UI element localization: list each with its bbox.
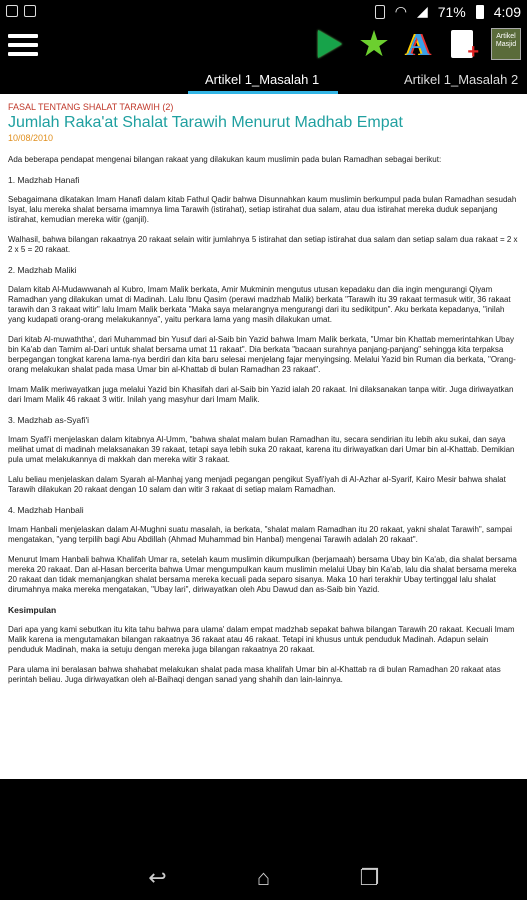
book-icon[interactable]: Artikel Masjid [489,27,523,61]
tab-masalah-2[interactable]: Artikel 1_Masalah 2 [404,72,519,87]
home-icon[interactable]: ⌂ [256,865,271,890]
image-notification-icon [6,5,18,17]
tab-masalah-1[interactable]: Artikel 1_Masalah 1 [205,72,320,87]
article-paragraph: Imam Syafi'i menjelaskan dalam kitabnya Al-Umm, "bahwa shalat malam bulan Ramadhan itu, secara sendirian itu lebih aku sukai, dan saya melihat umat di madinah melaksanakan 39 rakaat, tetapi saya lebih suka 20 rakaat, karena itu diriwayatkan dari Umar bin al-Khattab. Demikian pula umat melakukannya di makkah dan mereka witir 3 rakaat. [8,435,515,464]
article-category: FASAL TENTANG SHALAT TARAWIH (2) [8,102,174,112]
vibrate-icon [375,5,385,19]
play-store-icon[interactable] [313,27,347,61]
article-paragraph: Menurut Imam Hanbali bahwa Khalifah Umar ra, setelah kaum muslimin dikumpulkan (berjamaah) bersama Ubay bin Ka'ab, dia shalat bersama mereka 20 rakaat. Dan al-Hasan bercerita bahwa Umar mengumpulkan kaum muslimin melalui Ubay bin Ka'ab, lalu dia shalat bersama mereka 20 rakaat dan tidak memanjangkan shalat bersama mereka kecuali pada separo sisanya. Maka 10 hari terakhir Ubay tertinggal lalu shalat dirumahnya maka mereka mengatakan, "Ubay lari", diriwayatkan oleh Abu Dawud dan as-Saib bin Yazid. [8,555,517,594]
navigation-bar [0,856,527,900]
article-paragraph: Lalu beliau menjelaskan dalam Syarah al-Manhaj yang menjadi pegangan pengikut Syafi'iyah di Al-Azhar al-Syarif, Kairo Mesir bahwa shalat Tarawih dilakukan 20 rakaat dengan 10 salam dan witir 3 rakaat di setiap malam Ramadhan. [8,475,506,494]
tab-strip [0,66,527,94]
wifi-icon: ◠ [394,3,407,19]
signal-icon: ◢ [416,3,428,19]
star-icon[interactable]: ★ [357,23,391,64]
article-paragraph: Sebagaimana dikatakan Imam Hanafi dalam kitab Fathul Qadir bahwa Disunnahkan kaum muslimin berkumpul pada bulan Ramadhan sesudah Isyat, lalu mereka shalat bersama imamnya lima Tarawih (istirahat), setiap istirahat dua salam, atau dua istirahat mereka duduk sepanjang istirahat, kemudian mereka witir (ganjil). [8,195,517,224]
article-paragraph: Ada beberapa pendapat mengenai bilangan rakaat yang dilakukan kaum muslimin pada bulan Ramadhan sebagai berikut: [8,155,442,164]
article-paragraph: Imam Hanbali menjelaskan dalam Al-Mughni suatu masalah, ia berkata, "shalat malam Ramadhan itu 20 rakaat, yakni shalat Tarawih", sampai mengatakan, "yang terpilih bagi Abu Abdillah (Ahmad Muhammad bin Hanbal) mengenai Tarawih adalah 20 rakaat". [8,525,513,544]
article-body [8,155,519,685]
article-heading: 2. Madzhab Maliki [8,265,77,275]
battery-percent: 71% [437,3,466,20]
battery-icon [476,5,484,19]
article-paragraph: Imam Malik meriwayatkan juga melalui Yazid bin Khasifah dari al-Saib bin Yazid ialah 20 rakaat. Ini dilaksanakan tanpa witir. Juga diriwayatkan dari Imam Malik 46 rakaat 3 witir. Inilah yang masyhur dari Imam Malik. [8,385,514,404]
article-content[interactable] [0,94,527,779]
back-icon[interactable]: ↩ [148,865,167,890]
article-paragraph: Walhasil, bahwa bilangan rakaatnya 20 rakaat selain witir jumlahnya 5 istirahat dan setiap istirahat dua salam dan setiap salam dua rakaat = 2 x 2 x 5 = 20 rakaat. [8,235,518,254]
font-size-icon[interactable]: A [406,25,430,62]
add-document-icon[interactable] [445,27,479,61]
article-paragraph: Dari apa yang kami sebutkan itu kita tahu bahwa para ulama' dalam empat madzhab sepakat bahwa bilangan Tarawih 20 rakaat. Kecuali Imam Malik karena ia mengutamakan bilangan rakaatnya 36 rakaat atau 46 rakaat. Tetapi ini khusus untuk penduduk Madinah. Adapun selain penduduk Madinah, maka ia setuju dengan mereka juga bilangan rakaatnya 20 rakaat. [8,625,515,654]
clock: 4:09 [493,3,521,20]
recents-icon[interactable]: ❐ [359,865,380,890]
article-title: Jumlah Raka'at Shalat Tarawih Menurut Madhab Empat [8,114,403,131]
article-heading: 3. Madzhab as-Syafi'i [8,415,89,425]
status-bar [0,0,527,24]
app-toolbar [0,24,527,66]
article-date: 10/08/2010 [8,133,54,143]
article-paragraph: Dari kitab Al-muwaththa', dari Muhammad bin Yusuf dari al-Saib bin Yazid bahwa Imam Malik berkata, "Umar bin Khattab memerintahkan Ubay bin Ka'ab dan Tamim al-Dari untuk shalat bersama umat 11 rakaat". Dia berkata "bacaan surahnya panjang-panjang" sehingga kita terpaksa berpegangan tongkat karena lama-nya berdiri dan kita baru selesai menjelang fajar menyingsing. Melalui Yazid bin Ruman dia berkata, "Orang-orang melakukan shalat pada masa Umar bin al-Khattab di bulan Ramadhan 23 rakaat". [8,335,516,374]
article-paragraph: Para ulama ini beralasan bahwa shahabat melakukan shalat pada masa khalifah Umar bin al-Khattab ra di bulan Ramadhan 20 rakaat atas perintah beliau. Juga diriwayatkan oleh al-Baihaqi dengan sanad yang shahih dan lain-lainnya. [8,665,501,684]
article-heading: 4. Madzhab Hanbali [8,505,84,515]
article-heading: 1. Madzhab Hanafi [8,175,80,185]
menu-icon[interactable] [8,31,38,59]
article-heading: Kesimpulan [8,605,57,615]
article-paragraph: Dalam kitab Al-Mudawwanah al Kubro, Imam Malik berkata, Amir Mukminin mengutus utusan kepadaku dan dia ingin mengurangi Qiyam Ramadhan yang dilakukan umat di Madinah. Lalu Ibnu Qasim (perawi madzhab Malik) berkata "Tarawih itu 39 rakaat termasuk witir, 36 rakaat tarawih dan 3 rakaat witir" lalu Imam Malik berkata "Maka saya melarangnya mengurangi dari itu sedikitpun". Aku berkata kepadanya, "inilah yang kudapati orang-orang melakukannya", yaitu perkara lama yang masih dilakukan umat. [8,285,511,324]
message-notification-icon [24,5,36,17]
